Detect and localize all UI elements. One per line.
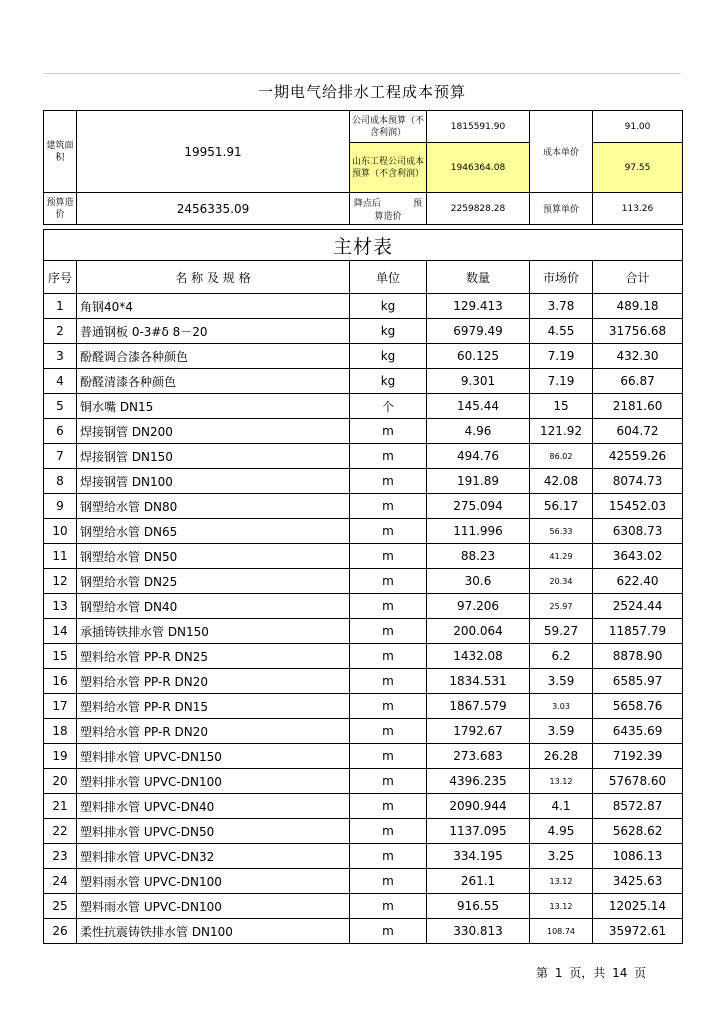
- row-number: 15: [44, 644, 77, 669]
- sheet-top-edge: [43, 73, 681, 74]
- item-quantity: 334.195: [427, 844, 530, 869]
- item-price: 108.74: [530, 919, 593, 944]
- materials-table: [43, 229, 683, 944]
- item-name: 角钢40*4: [77, 294, 350, 319]
- item-price: 13.12: [530, 769, 593, 794]
- item-unit: m: [350, 769, 427, 794]
- building-area-value: 19951.91: [77, 111, 350, 193]
- item-quantity: 30.6: [427, 569, 530, 594]
- item-unit: m: [350, 669, 427, 694]
- item-quantity: 494.76: [427, 444, 530, 469]
- reduced-label-bottom: 算造价: [374, 211, 402, 222]
- item-unit: m: [350, 744, 427, 769]
- item-name: 塑料排水管 UPVC-DN150: [77, 744, 350, 769]
- row-number: 13: [44, 594, 77, 619]
- item-unit: m: [350, 919, 427, 944]
- item-price: 3.25: [530, 844, 593, 869]
- page-footer: 第 1 页，共 14 页: [536, 966, 647, 980]
- row-number: 21: [44, 794, 77, 819]
- table-row: [44, 744, 683, 769]
- table-row: [44, 719, 683, 744]
- item-name: 焊接钢管 DN200: [77, 419, 350, 444]
- row-number: 23: [44, 844, 77, 869]
- table-row: [44, 644, 683, 669]
- item-name: 钢塑给水管 DN65: [77, 519, 350, 544]
- item-price: 121.92: [530, 419, 593, 444]
- item-name: 塑料给水管 PP-R DN25: [77, 644, 350, 669]
- item-total: 6435.69: [593, 719, 683, 744]
- table-row: [44, 869, 683, 894]
- item-unit: kg: [350, 344, 427, 369]
- table-row: [44, 344, 683, 369]
- item-total: 8074.73: [593, 469, 683, 494]
- item-unit: m: [350, 444, 427, 469]
- item-price: 41.29: [530, 544, 593, 569]
- shandong-budget-label: 山东工程公司成本预算（不含利润）: [350, 143, 427, 193]
- row-number: 9: [44, 494, 77, 519]
- item-name: 塑料给水管 PP-R DN15: [77, 694, 350, 719]
- item-unit: m: [350, 869, 427, 894]
- budget-cost-value: 2456335.09: [77, 193, 350, 225]
- item-unit: m: [350, 519, 427, 544]
- item-name: 普通钢板 0-3#δ 8－20: [77, 319, 350, 344]
- item-total: 31756.68: [593, 319, 683, 344]
- cost-unit-price-1: 91.00: [593, 111, 683, 143]
- item-name: 酚醛调合漆各种颜色: [77, 344, 350, 369]
- table-row: [44, 894, 683, 919]
- item-quantity: 1792.67: [427, 719, 530, 744]
- item-total: 66.87: [593, 369, 683, 394]
- row-number: 2: [44, 319, 77, 344]
- item-price: 7.19: [530, 369, 593, 394]
- shandong-budget-value: 1946364.08: [427, 143, 530, 193]
- item-price: 3.78: [530, 294, 593, 319]
- table-row: [44, 619, 683, 644]
- table-row: [44, 794, 683, 819]
- reduced-label-right: 预: [412, 198, 422, 209]
- item-unit: m: [350, 719, 427, 744]
- table-row: [44, 694, 683, 719]
- row-number: 3: [44, 344, 77, 369]
- item-price: 4.55: [530, 319, 593, 344]
- row-number: 10: [44, 519, 77, 544]
- item-total: 35972.61: [593, 919, 683, 944]
- item-total: 11857.79: [593, 619, 683, 644]
- item-name: 塑料排水管 UPVC-DN32: [77, 844, 350, 869]
- item-total: 6308.73: [593, 519, 683, 544]
- item-name: 塑料雨水管 UPVC-DN100: [77, 869, 350, 894]
- table-row: [44, 444, 683, 469]
- row-number: 20: [44, 769, 77, 794]
- item-total: 15452.03: [593, 494, 683, 519]
- item-unit: m: [350, 694, 427, 719]
- item-total: 3425.63: [593, 869, 683, 894]
- item-name: 钢塑给水管 DN50: [77, 544, 350, 569]
- item-quantity: 145.44: [427, 394, 530, 419]
- item-unit: 个: [350, 394, 427, 419]
- item-price: 6.2: [530, 644, 593, 669]
- row-number: 16: [44, 669, 77, 694]
- item-name: 塑料给水管 PP-R DN20: [77, 719, 350, 744]
- item-total: 7192.39: [593, 744, 683, 769]
- row-number: 4: [44, 369, 77, 394]
- item-name: 塑料给水管 PP-R DN20: [77, 669, 350, 694]
- item-quantity: 916.55: [427, 894, 530, 919]
- cost-unit-price-2: 97.55: [593, 143, 683, 193]
- budget-cost-label: 预算造价: [44, 193, 77, 225]
- row-number: 25: [44, 894, 77, 919]
- item-unit: m: [350, 819, 427, 844]
- item-quantity: 275.094: [427, 494, 530, 519]
- item-unit: m: [350, 894, 427, 919]
- table-row: [44, 569, 683, 594]
- building-area-label: 建筑面积: [44, 111, 77, 193]
- budget-unit-price-label: 预算单价: [530, 193, 593, 225]
- item-unit: m: [350, 544, 427, 569]
- item-unit: m: [350, 619, 427, 644]
- item-total: 432.30: [593, 344, 683, 369]
- item-quantity: 2090.944: [427, 794, 530, 819]
- row-number: 6: [44, 419, 77, 444]
- item-name: 塑料雨水管 UPVC-DN100: [77, 894, 350, 919]
- table-row: [44, 469, 683, 494]
- item-unit: m: [350, 494, 427, 519]
- item-name: 钢塑给水管 DN80: [77, 494, 350, 519]
- item-total: 3643.02: [593, 544, 683, 569]
- item-total: 5658.76: [593, 694, 683, 719]
- item-total: 489.18: [593, 294, 683, 319]
- table-row: [44, 919, 683, 944]
- row-number: 5: [44, 394, 77, 419]
- item-quantity: 200.064: [427, 619, 530, 644]
- item-quantity: 330.813: [427, 919, 530, 944]
- item-unit: m: [350, 594, 427, 619]
- reduced-budget-value: 2259828.28: [427, 193, 530, 225]
- item-quantity: 129.413: [427, 294, 530, 319]
- table-row: [44, 519, 683, 544]
- item-quantity: 4.96: [427, 419, 530, 444]
- item-quantity: 273.683: [427, 744, 530, 769]
- item-price: 42.08: [530, 469, 593, 494]
- item-price: 86.02: [530, 444, 593, 469]
- table-row: [44, 844, 683, 869]
- row-number: 7: [44, 444, 77, 469]
- item-unit: m: [350, 469, 427, 494]
- item-total: 6585.97: [593, 669, 683, 694]
- item-unit: m: [350, 844, 427, 869]
- table-row: [44, 669, 683, 694]
- reduced-label-left: 降点后: [354, 198, 382, 209]
- table-row: [44, 494, 683, 519]
- item-name: 塑料排水管 UPVC-DN100: [77, 769, 350, 794]
- item-price: 13.12: [530, 869, 593, 894]
- item-price: 56.33: [530, 519, 593, 544]
- item-total: 42559.26: [593, 444, 683, 469]
- table-row: [44, 769, 683, 794]
- item-name: 铜水嘴 DN15: [77, 394, 350, 419]
- summary-table: [43, 110, 683, 225]
- item-total: 2524.44: [593, 594, 683, 619]
- item-price: 3.59: [530, 669, 593, 694]
- row-number: 1: [44, 294, 77, 319]
- row-number: 26: [44, 919, 77, 944]
- item-total: 8878.90: [593, 644, 683, 669]
- item-total: 5628.62: [593, 819, 683, 844]
- item-price: 3.03: [530, 694, 593, 719]
- item-name: 柔性抗震铸铁排水管 DN100: [77, 919, 350, 944]
- item-quantity: 4396.235: [427, 769, 530, 794]
- item-unit: m: [350, 569, 427, 594]
- row-number: 14: [44, 619, 77, 644]
- item-price: 7.19: [530, 344, 593, 369]
- item-total: 12025.14: [593, 894, 683, 919]
- row-number: 18: [44, 719, 77, 744]
- row-number: 11: [44, 544, 77, 569]
- table-row: [44, 594, 683, 619]
- page-title: 一期电气给排水工程成本预算: [257, 83, 466, 101]
- item-unit: m: [350, 644, 427, 669]
- table-row: [44, 294, 683, 319]
- item-name: 酚醛清漆各种颜色: [77, 369, 350, 394]
- table-row: [44, 544, 683, 569]
- item-price: 56.17: [530, 494, 593, 519]
- column-header-total: 合计: [593, 261, 683, 294]
- item-quantity: 60.125: [427, 344, 530, 369]
- table-row: [44, 419, 683, 444]
- item-quantity: 9.301: [427, 369, 530, 394]
- section-title: 主材表: [44, 230, 683, 261]
- item-total: 604.72: [593, 419, 683, 444]
- item-total: 622.40: [593, 569, 683, 594]
- table-row: [44, 369, 683, 394]
- item-price: 15: [530, 394, 593, 419]
- company-budget-value: 1815591.90: [427, 111, 530, 143]
- item-price: 13.12: [530, 894, 593, 919]
- column-header-unit: 单位: [350, 261, 427, 294]
- reduced-budget-label: [350, 193, 427, 225]
- item-quantity: 1432.08: [427, 644, 530, 669]
- item-price: 20.34: [530, 569, 593, 594]
- row-number: 12: [44, 569, 77, 594]
- row-number: 24: [44, 869, 77, 894]
- item-name: 塑料排水管 UPVC-DN50: [77, 819, 350, 844]
- item-total: 2181.60: [593, 394, 683, 419]
- item-quantity: 88.23: [427, 544, 530, 569]
- table-row: [44, 819, 683, 844]
- row-number: 19: [44, 744, 77, 769]
- item-price: 3.59: [530, 719, 593, 744]
- item-quantity: 191.89: [427, 469, 530, 494]
- item-total: 1086.13: [593, 844, 683, 869]
- company-budget-label: 公司成本预算（不含利润）: [350, 111, 427, 143]
- item-name: 焊接钢管 DN150: [77, 444, 350, 469]
- item-quantity: 6979.49: [427, 319, 530, 344]
- row-number: 8: [44, 469, 77, 494]
- column-header-price: 市场价: [530, 261, 593, 294]
- column-header-qty: 数量: [427, 261, 530, 294]
- budget-unit-price-value: 113.26: [593, 193, 683, 225]
- item-quantity: 1834.531: [427, 669, 530, 694]
- item-quantity: 97.206: [427, 594, 530, 619]
- column-header-name: 名 称 及 规 格: [77, 261, 350, 294]
- item-price: 4.95: [530, 819, 593, 844]
- row-number: 17: [44, 694, 77, 719]
- item-total: 57678.60: [593, 769, 683, 794]
- item-unit: m: [350, 794, 427, 819]
- item-price: 26.28: [530, 744, 593, 769]
- item-name: 钢塑给水管 DN25: [77, 569, 350, 594]
- column-header-row: [44, 261, 683, 294]
- item-total: 8572.87: [593, 794, 683, 819]
- column-header-no: 序号: [44, 261, 77, 294]
- item-unit: kg: [350, 319, 427, 344]
- row-number: 22: [44, 819, 77, 844]
- item-price: 4.1: [530, 794, 593, 819]
- item-price: 25.97: [530, 594, 593, 619]
- table-row: [44, 394, 683, 419]
- item-name: 塑料排水管 UPVC-DN40: [77, 794, 350, 819]
- item-name: 钢塑给水管 DN40: [77, 594, 350, 619]
- item-unit: kg: [350, 369, 427, 394]
- item-name: 焊接钢管 DN100: [77, 469, 350, 494]
- item-unit: kg: [350, 294, 427, 319]
- item-quantity: 261.1: [427, 869, 530, 894]
- item-unit: m: [350, 419, 427, 444]
- item-quantity: 1867.579: [427, 694, 530, 719]
- item-quantity: 111.996: [427, 519, 530, 544]
- table-row: [44, 319, 683, 344]
- item-name: 承插铸铁排水管 DN150: [77, 619, 350, 644]
- item-price: 59.27: [530, 619, 593, 644]
- cost-unit-price-label: 成本单价: [530, 111, 593, 193]
- item-quantity: 1137.095: [427, 819, 530, 844]
